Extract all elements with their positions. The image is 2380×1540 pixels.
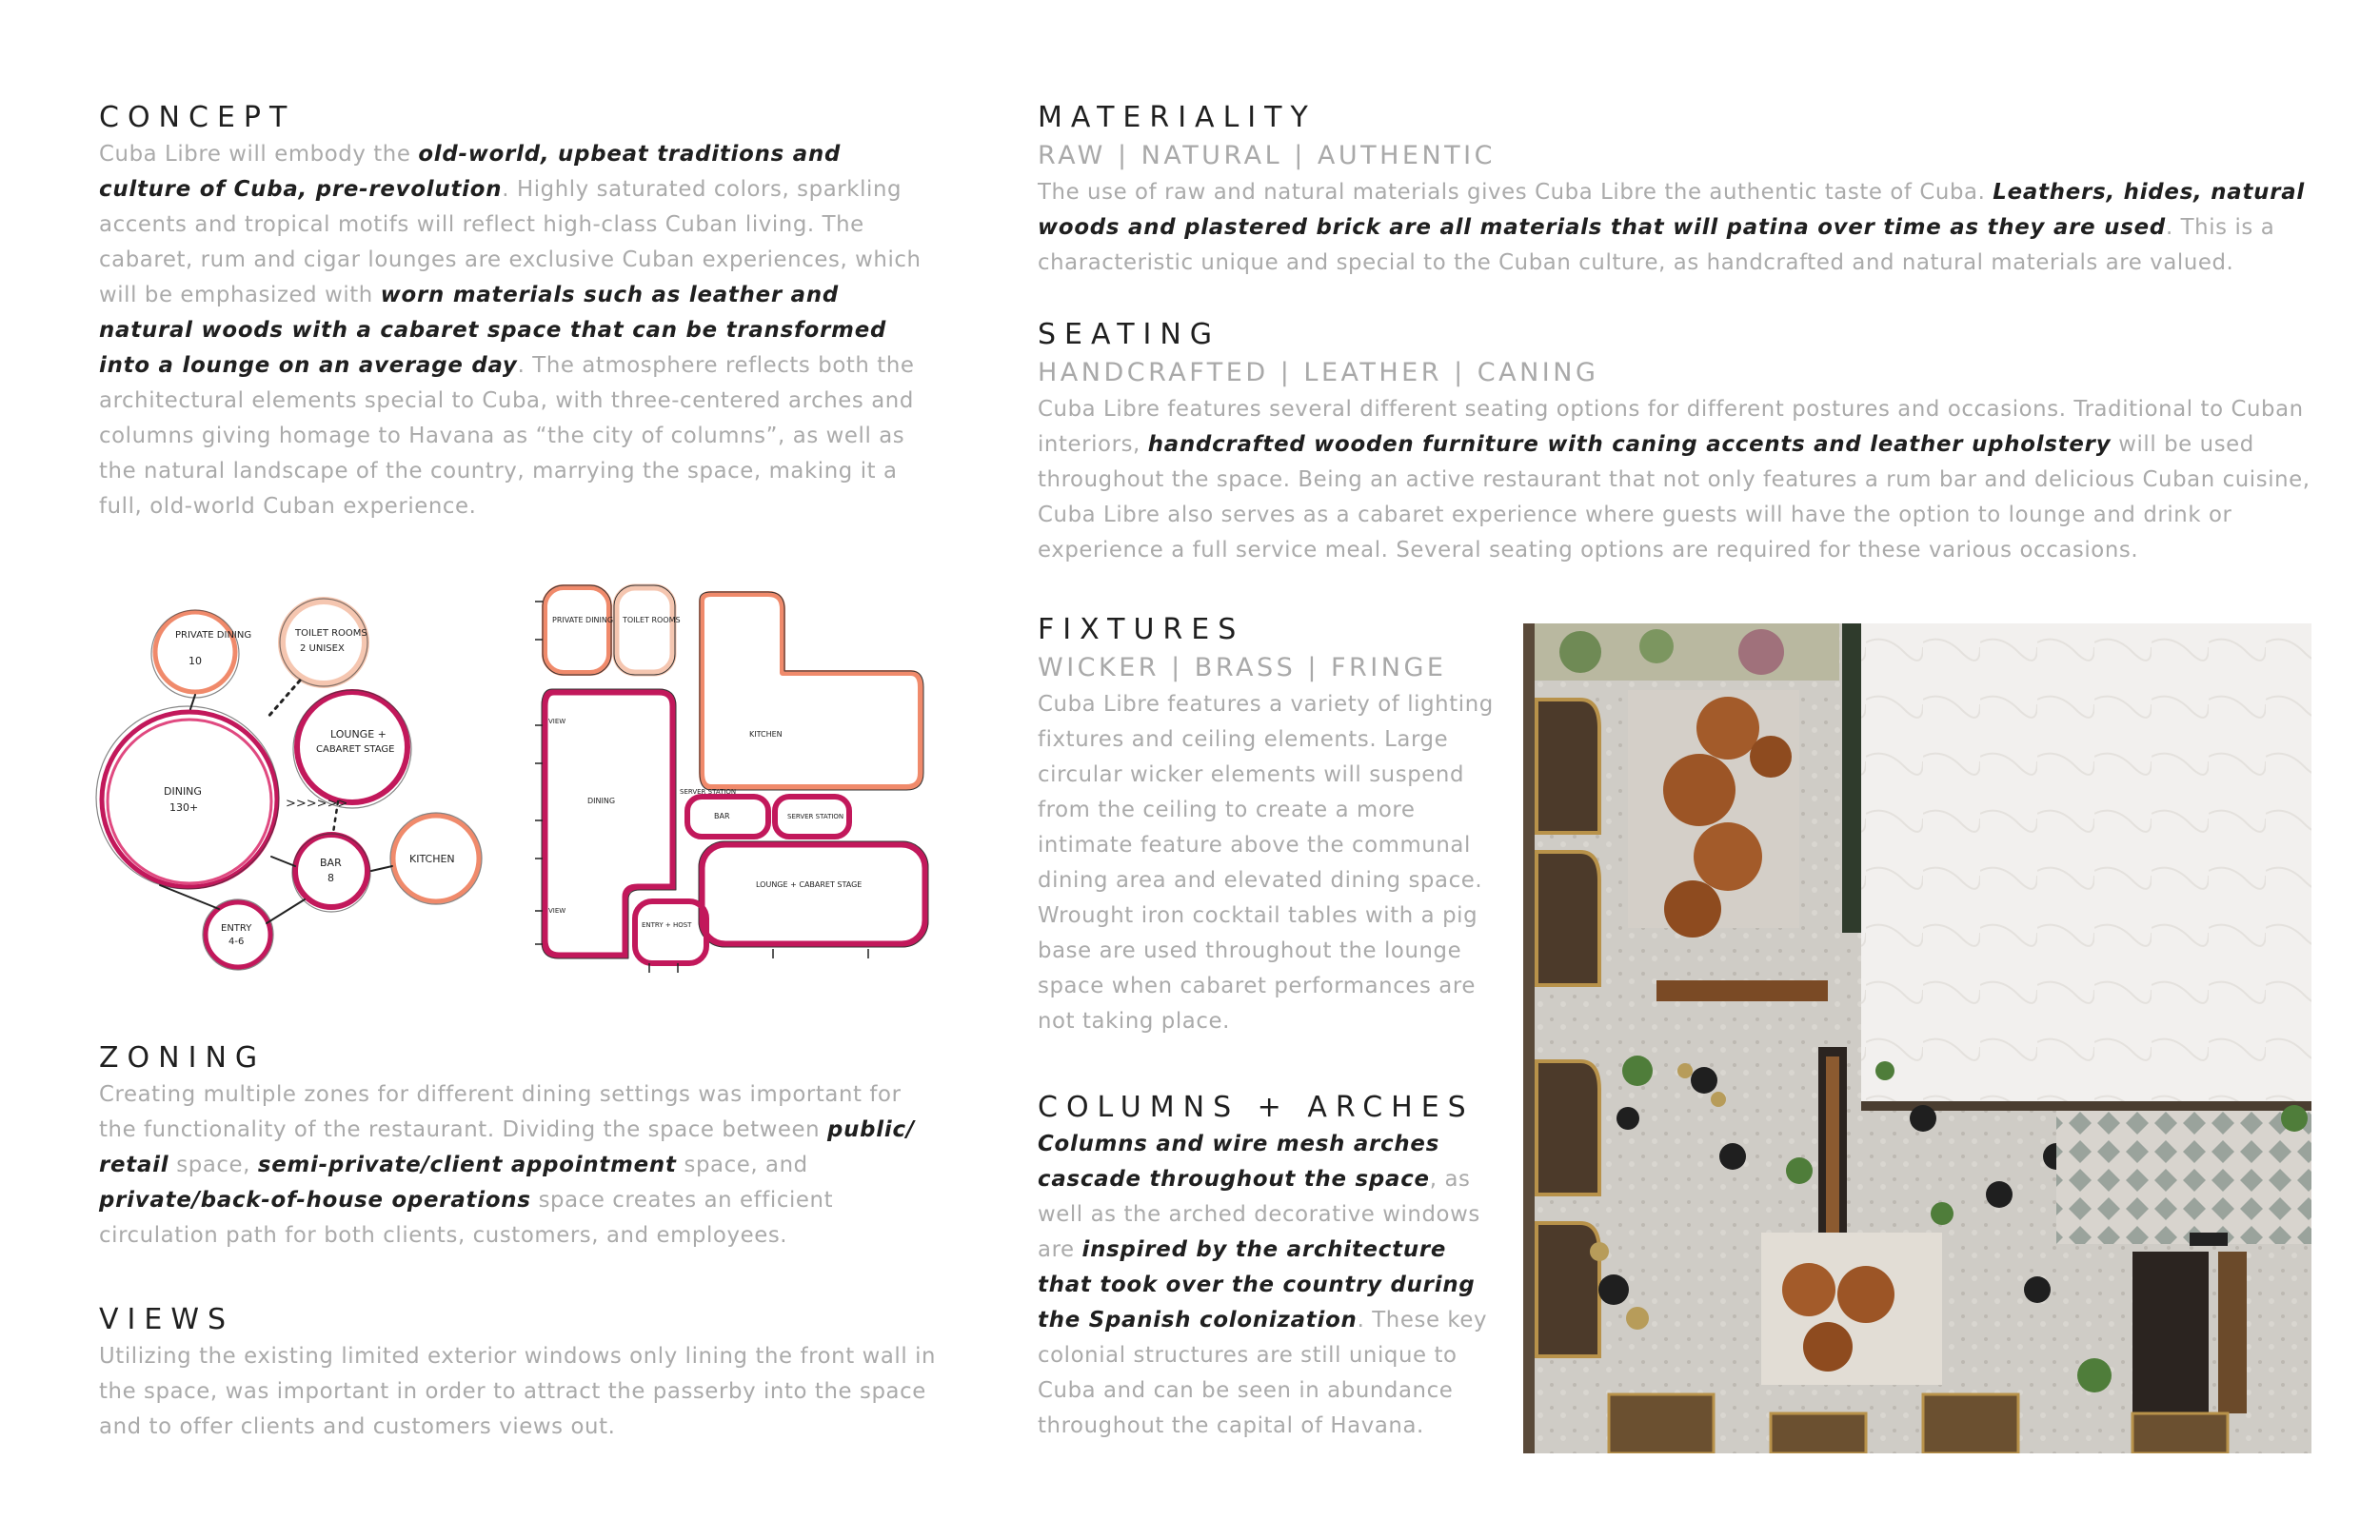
- bubble-label-lounge: LOUNGE +: [330, 728, 387, 740]
- rendered-floor-plan: [1523, 623, 2311, 1453]
- bubble-label-toilet-unisex: 2 UNISEX: [300, 643, 345, 654]
- bubble-label-kitchen: KITCHEN: [409, 853, 455, 865]
- plan-lounge: [702, 844, 925, 944]
- plan-kitchen: [702, 594, 921, 787]
- bubble-label-bar: BAR: [320, 857, 342, 869]
- concept-heading: CONCEPT: [99, 101, 296, 134]
- fixtures-heading: FIXTURES: [1038, 613, 1245, 646]
- zoning-heading: ZONING: [99, 1041, 267, 1075]
- bubble-label-dining: DINING: [164, 785, 202, 798]
- plan-label-lounge: LOUNGE + CABARET STAGE: [756, 880, 863, 889]
- seating-section: [1038, 316, 2313, 568]
- views-heading: VIEWS: [99, 1303, 235, 1336]
- bubble-arrows: >>>>>>: [286, 797, 348, 811]
- concept-section: [99, 99, 937, 524]
- toilet-bubble: [282, 601, 366, 684]
- plan-label-server-station-2: SERVER STATION: [787, 813, 844, 820]
- private-dining-bubble: [155, 612, 235, 692]
- bubble-label-dining-num: 130+: [169, 801, 199, 814]
- seating-subheading: HANDCRAFTED | LEATHER | CANING: [1038, 358, 1599, 387]
- plan-entry: [635, 901, 706, 963]
- bubble-label-private-dining: PRIVATE DINING: [175, 630, 252, 641]
- columns-body: Columns and wire mesh arches cascade throughout the space, as well as the arched decorative windows are inspired by the architecture that took over the country during the Spanish colonization. These key colonial structures are still unique to Cuba and can be seen in abundance throughout the capital of Havana.: [1038, 1132, 1488, 1438]
- plan-label-toilets: TOILET ROOMS: [623, 616, 681, 624]
- materiality-section: [1038, 99, 2313, 281]
- seating-heading: SEATING: [1038, 318, 1221, 351]
- dining-bubble: [102, 712, 277, 887]
- views-body: Utilizing the existing limited exterior windows only lining the front wall in the space, was important in order to attract the passerby into the space and to offer clients and customers views out.: [99, 1344, 937, 1439]
- fixtures-subheading: WICKER | BRASS | FRINGE: [1038, 653, 1447, 682]
- bubble-label-entry: ENTRY: [221, 923, 252, 934]
- seating-body: Cuba Libre features several different seating options for different postures and occasions. Traditional to Cuban interiors, handcrafted wooden furniture with caning accents and leather upholstery will be used throughout the space. Being an active restaurant that not only features a rum bar and delicious Cuban cuisine, Cuba Libre also serves as a cabaret experience where guests will have the option to lounge and drink or experience a full service meal. Several seating options are required for these various occasions.: [1038, 397, 2311, 563]
- block-plan-diagram: [535, 582, 935, 973]
- columns-section: [1038, 1089, 1500, 1444]
- entry-bubble: [206, 902, 270, 967]
- plan-dining: [545, 692, 673, 956]
- plan-toilets: [616, 587, 673, 673]
- views-section: [99, 1301, 937, 1445]
- bubble-label-entry-num: 4-6: [228, 937, 245, 947]
- bar-bubble: [295, 835, 367, 907]
- plan-label-kitchen: KITCHEN: [749, 730, 783, 739]
- fixtures-body: Cuba Libre features a variety of lighting fixtures and ceiling elements. Large circular wicker elements will suspend from the ceiling to create a more intimate feature above the communal dining area and elevated dining space. Wrought iron cocktail tables with a pig base are used throughout the lounge space when cabaret performances are not taking place.: [1038, 692, 1494, 1034]
- materiality-body: The use of raw and natural materials gives Cuba Libre the authentic taste of Cuba. Leathers, hides, natural woods and plastered brick are all materials that will patina over time as they are used. This is a characteristic unique and special to the Cuban culture, as handcrafted and natural materials are valued.: [1038, 180, 2306, 275]
- plan-label-view-1: VIEW: [548, 718, 566, 725]
- bubble-label-bar-num: 8: [327, 872, 334, 884]
- bubble-label-cabaret: CABARET STAGE: [316, 744, 395, 755]
- zoning-section: [99, 1039, 937, 1254]
- bubble-diagram: [95, 590, 514, 971]
- materiality-subheading: RAW | NATURAL | AUTHENTIC: [1038, 141, 1496, 170]
- concept-body: Cuba Libre will embody the old-world, upbeat traditions and culture of Cuba, pre-revolution. Highly saturated colors, sparkling accents and tropical motifs will reflect high-class Cuban living. The cabaret, rum and cigar lounges are exclusive Cuban experiences, which will be emphasized with worn materials such as leather and natural woods with a cabaret space that can be transformed into a lounge on an average day. The atmosphere reflects both the architectural elements special to Cuba, with three-centered arches and columns giving homage to Havana as “the city of columns”, as well as the natural landscape of the country, marrying the space, making it a full, old-world Cuban experience.: [99, 142, 922, 519]
- plan-label-dining: DINING: [587, 797, 616, 805]
- bubble-label-private-dining-num: 10: [188, 655, 202, 667]
- plan-label-bar: BAR: [714, 812, 730, 820]
- plan-label-view-2: VIEW: [548, 907, 566, 915]
- zoning-body: Creating multiple zones for different dining settings was important for the functionality of the restaurant. Dividing the space between public/ retail space, semi-private/client appointment space, and private/back-of-house operations space creates an efficient circulation path for both clients, customers, and employees.: [99, 1082, 915, 1248]
- bubble-label-toilet: TOILET ROOMS: [295, 628, 367, 639]
- plan-label-private-dining: PRIVATE DINING: [552, 616, 614, 624]
- fixtures-section: [1038, 611, 1500, 1039]
- plan-label-server-station-1: SERVER STATION: [680, 788, 737, 796]
- plan-label-entry: ENTRY + HOST: [642, 921, 692, 929]
- materiality-heading: MATERIALITY: [1038, 101, 1317, 134]
- plan-private-dining: [545, 587, 609, 673]
- columns-heading: COLUMNS + ARCHES: [1038, 1091, 1475, 1124]
